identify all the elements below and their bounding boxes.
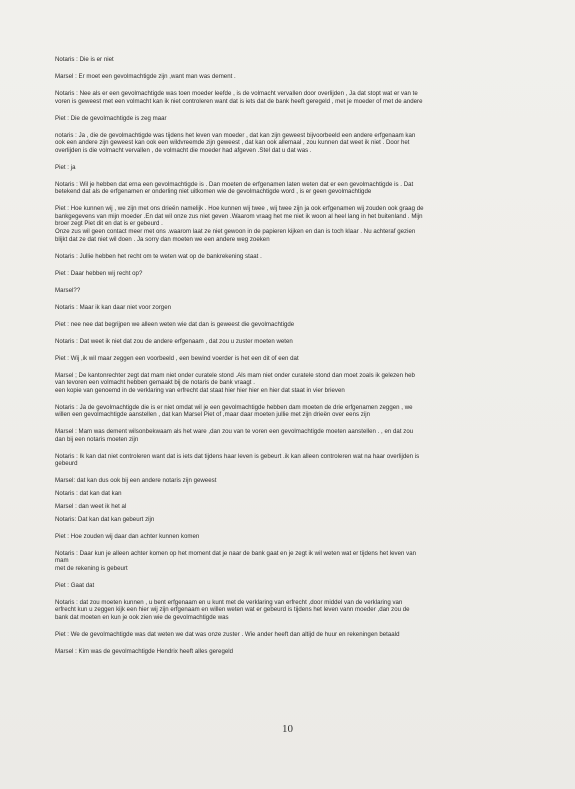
transcript-line: voren is geweest met een volmacht kan ik niet controleren want dat is iets dat de bank heeft geregeld , met je moeder of met de andere xyxy=(55,97,423,105)
transcript-line: Notaris : Nee als er een gevolmachtigde was toen moeder leefde , is de volmacht vervallen door overlijden , Ja dat stopt wat er van te xyxy=(55,89,418,97)
transcript-line: ook een andere zijn geweest kan ook een wildvreemde zijn geweest , dat kan ook allemaal , zou kunnen dat weet ik niet . Door het xyxy=(55,139,410,147)
transcript-line: bankgegevens van mijn moeder .En dat wil onze zus niet geven .Waarom vraag het me niet ik woon al heel lang in het buitenland . Mijn xyxy=(55,212,423,220)
transcript-line: betekend dat als de erfgenamen er onderling niet uitkomen wie de gevolmachtigde word , is er geen gevolmachtigde xyxy=(55,188,372,196)
transcript-paragraph xyxy=(55,355,517,363)
transcript-line: blijkt dat ze dat niet wil doen . Ja sorry dan moeten we een andere weg zoeken xyxy=(55,235,270,243)
transcript-line: een kopie van genoemd in de verklaring van erfrecht dat staat hier hier hier en hier dat staat in vier brieven xyxy=(55,386,345,394)
transcript-line: Marsel : Mam was dement wilsonbekwaam als het ware ,dan zou van te voren een gevolmachtigde moeten aanstellen . , en dat zou xyxy=(55,428,414,436)
transcript-paragraph xyxy=(55,599,517,622)
transcript-paragraph xyxy=(55,550,517,573)
transcript-line: Onze zus wil geen contact meer met ons .waarom laat ze niet gewoon in de papieren kijken en dan is toch klaar . Nu achteraf gezien xyxy=(55,228,416,236)
transcript-paragraph xyxy=(55,90,517,105)
transcript-line: Piet : Daar hebben wij recht op? xyxy=(55,269,143,277)
transcript-paragraph xyxy=(55,181,517,196)
transcript-line: mam xyxy=(55,557,69,565)
transcript-line: gebeurd xyxy=(55,460,78,468)
transcript-paragraph xyxy=(55,503,517,511)
transcript-paragraph xyxy=(55,115,517,123)
transcript-line: erfrecht kun u zeggen kijk een hier wij zijn erfgenaam en willen weten wat er gebeurd is tijdens het leven vann moeder ,dan zou de xyxy=(55,606,410,614)
transcript-paragraph xyxy=(55,516,517,524)
transcript-line: Notaris : dat zou moeten kunnen , u bent erfgenaam en u kunt met de verklaring van erfrecht ,door middel van de verklaring van xyxy=(55,598,403,606)
transcript-paragraph xyxy=(55,490,517,498)
transcript-line: Marsel : Kim was de gevolmachtigde Hendrix heeft alles geregeld xyxy=(55,648,234,656)
transcript-line: Marsel : Er moet een gevolmachtigde zijn ,want man was dement . xyxy=(55,72,236,80)
transcript-line: met de rekening is gebeurt xyxy=(55,564,128,572)
transcript-paragraph xyxy=(55,253,517,261)
transcript-line: dan bij een notaris moeten zijn xyxy=(55,435,139,443)
transcript-paragraph xyxy=(55,287,517,295)
transcript-line: Notaris : Jullie hebben het recht om te weten wat op de bankrekening staat . xyxy=(55,252,262,260)
transcript-paragraph xyxy=(55,56,517,64)
transcript-paragraph xyxy=(55,205,517,243)
transcript-line: Notaris : Die is er niet xyxy=(55,56,114,63)
transcript-paragraph xyxy=(55,304,517,312)
transcript-line: Piet : Gaat dat xyxy=(55,581,95,589)
transcript-line: Marsel ; De kantonrechter zegt dat mam niet onder curatele stond .Als mam niet onder curatele stond dan moet zoals ik gelezen heb xyxy=(55,371,415,379)
transcript-line: willen een gevolmachtigde aanstellen , dat kan Marsel Piet of ,maar daar moeten jullie met zijn drieën over eens zijn xyxy=(55,411,370,419)
transcript-line: overlijden is die volmacht vervallen , de volmacht die moeder had afgeven .Stel dat u dat was . xyxy=(55,146,312,154)
transcript-line: Piet : We de gevolmachtigde was dat weten we dat was onze zuster . Wie ander heeft dan altijd de huur en rekeningen betaald xyxy=(55,631,400,639)
transcript-paragraph xyxy=(55,132,517,155)
transcript-line: broer zegt Piet dit en dat is er gebeurd . xyxy=(55,220,163,228)
transcript-line: notaris : Ja , die de gevolmachtigde was tijdens het leven van moeder , dat kan zijn geweest bijvoorbeeld een andere erfgenaam kan xyxy=(55,131,416,139)
transcript-paragraph xyxy=(55,270,517,278)
transcript-paragraph xyxy=(55,453,517,468)
transcript-paragraph xyxy=(55,428,517,443)
transcript-line: van tevoren een volmacht hebben gemaakt bij de notaris de bank vraagt . xyxy=(55,379,255,387)
transcript-line: Notaris : Ik kan dat niet controleren want dat is iets dat tijdens haar leven is gebeurt .ik kan alleen controleren wat na haar overlijden is xyxy=(55,452,420,460)
transcript-paragraph xyxy=(55,477,517,485)
transcript-paragraph xyxy=(55,582,517,590)
transcript-line: Notaris : dat kan dat kan xyxy=(55,490,122,498)
transcript-paragraph xyxy=(55,372,517,395)
transcript-paragraph xyxy=(55,73,517,81)
transcript-line: Piet : Die de gevolmachtigde is zeg maar xyxy=(55,114,167,122)
transcript-paragraph xyxy=(55,533,517,541)
transcript-paragraph xyxy=(55,404,517,419)
transcript-line: Notaris : Daar kun je alleen achter komen op het moment dat je naar de bank gaat en je zegt ik wil weten wat er tijdens het leven van xyxy=(55,549,417,557)
transcript-paragraph xyxy=(55,321,517,329)
transcript-line: Marsel: dat kan dus ook bij een andere notaris zijn geweest xyxy=(55,477,217,485)
transcript-line: Piet : ja xyxy=(55,163,76,171)
transcript-line: Notaris: Dat kan dat kan gebeurt zijn xyxy=(55,515,155,523)
transcript-paragraph xyxy=(55,164,517,172)
page-number: 10 xyxy=(282,723,293,735)
transcript-line: Marsel : dan weet ik het al xyxy=(55,502,127,510)
transcript-paragraph xyxy=(55,648,517,656)
transcript-line: Piet : Hoe kunnen wij , we zijn met ons drieën namelijk . Hoe kunnen wij twee , wij twee zijn ja ook erfgenamen wij zouden ook graag de xyxy=(55,205,424,213)
transcript-line: Piet : Hoe zouden wij daar dan achter kunnen komen xyxy=(55,532,200,540)
transcript-line: Notaris : Dat weet ik niet dat zou de andere erfgenaam , dat zou u zuster moeten weten xyxy=(55,337,293,345)
transcript-body xyxy=(55,56,517,665)
transcript-paragraph xyxy=(55,338,517,346)
transcript-line: Notaris : Wil je hebben dat erna een gevolmachtigde is . Dan moeten de erfgenamen laten weten dat er een gevolmachtigde is . Dat xyxy=(55,180,414,188)
transcript-line: Notaris : Ja de gevolmachtigde die is er niet omdat wil je een gevolmachtigde hebben dam moeten de drie erfgenamen zeggen , we xyxy=(55,403,413,411)
transcript-line: Piet : nee nee dat begrijpen we alleen weten wie dat dan is geweest die gevolmachtigde xyxy=(55,320,295,328)
transcript-paragraph xyxy=(55,631,517,639)
transcript-line: Marsel?? xyxy=(55,286,81,294)
transcript-line: Notaris : Maar ik kan daar niet voor zorgen xyxy=(55,303,172,311)
transcript-line: bank dat moeten en kun je ook zien wie de gevolmachtigde was xyxy=(55,614,229,622)
transcript-line: Piet : Wij ,ik wil maar zeggen een voorbeeld , een bewind voerder is het een dit of een dat xyxy=(55,354,299,362)
